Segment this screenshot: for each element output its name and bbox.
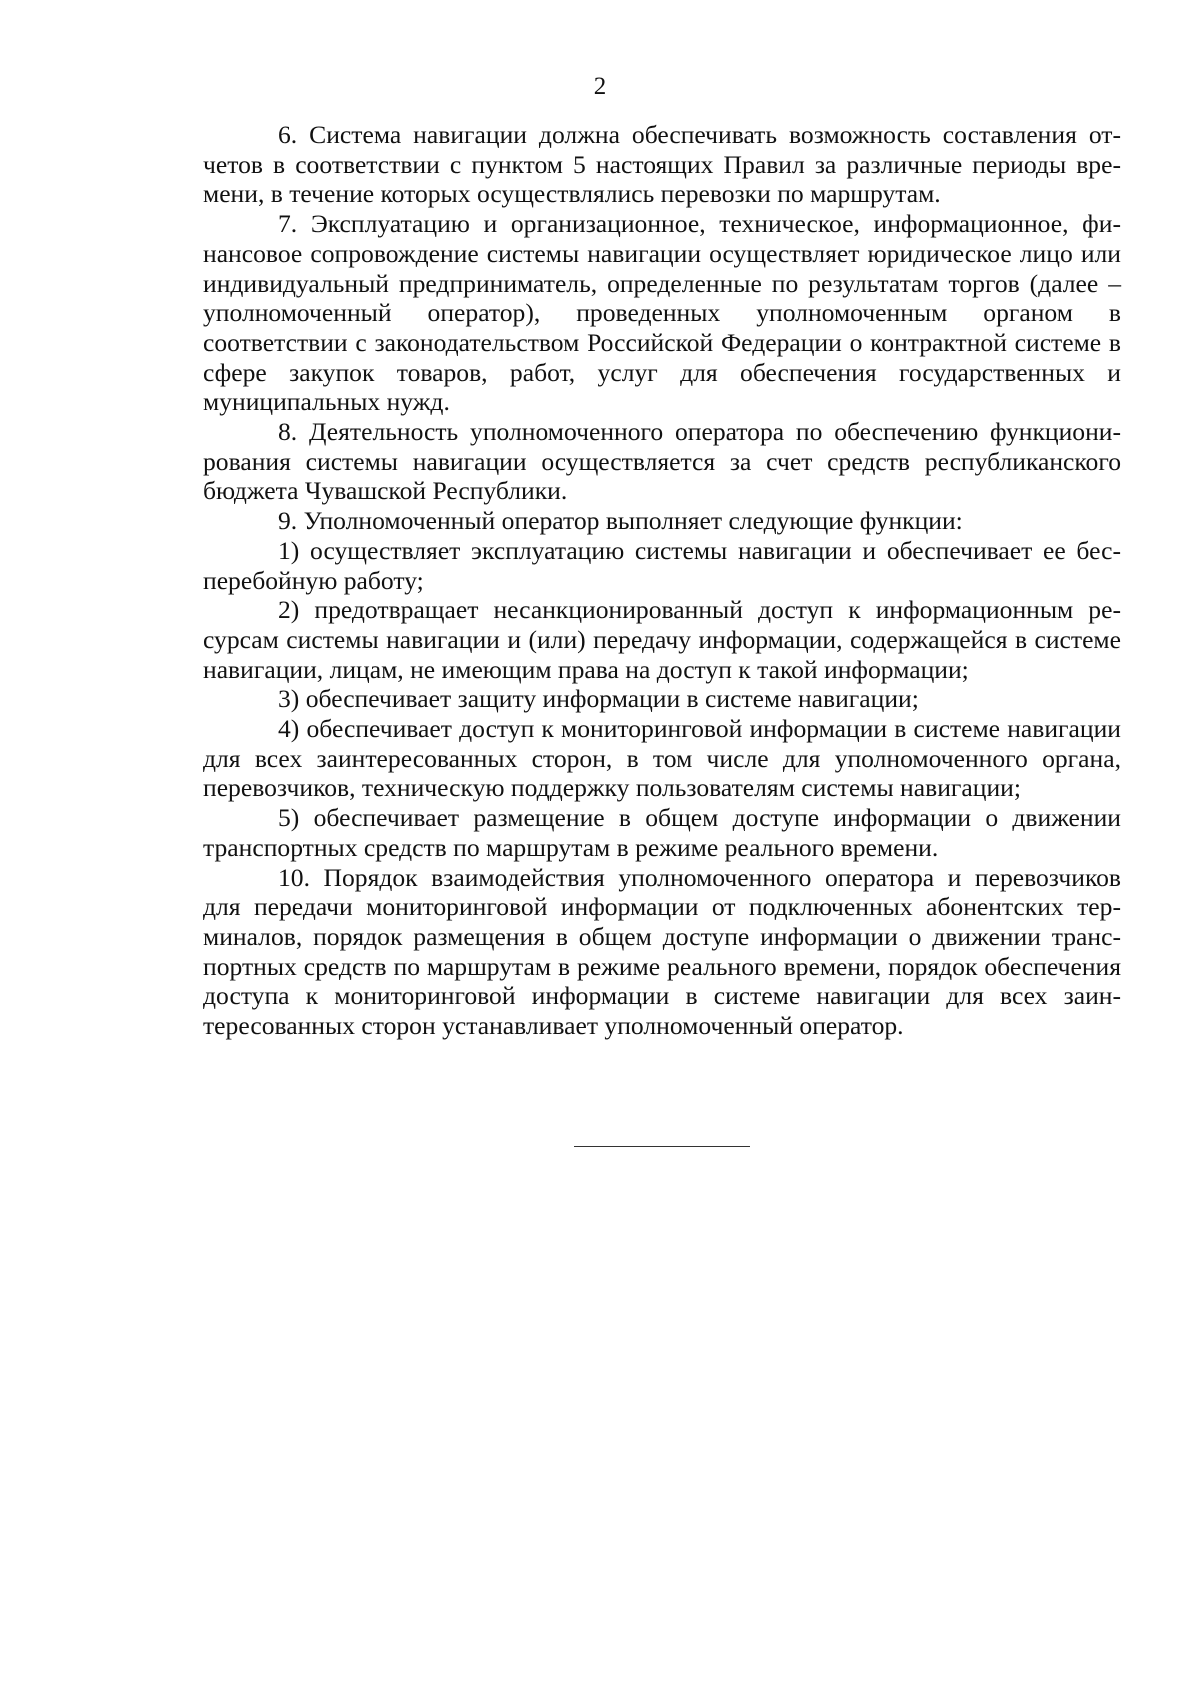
paragraph-10: 10. Порядок взаимодействия уполномоченного оператора и перевозчиков для передачи мониторинговой информации от подключенных абонентских терминалов, порядок размещения в общем доступе информации о движении транспортных средств по маршрутам в режиме реального времени, порядок обеспечения доступа к мониторинговой информации в системе навигации для всех заинтересованных сторон устанавливает уполномоченный оператор. — [203, 862, 1121, 1041]
paragraph-9: 9. Уполномоченный оператор выполняет следующие функции: — [278, 506, 963, 536]
list-item-5: 5) обеспечивает размещение в общем доступе информации о движении транспортных средств по маршрутам в режиме реального времени. — [203, 803, 1121, 862]
paragraph-7: 7. Эксплуатацию и организационное, техническое, информационное, финансовое сопровождение системы навигации осуществляет юридическое лицо или индивидуальный предприниматель, определенные по результатам торгов (далее – уполномоченный оператор), проведенных уполномоченным органом в соответствии с законодательством Российской Федерации о контрактной системе в сфере закупок товаров, работ, услуг для обеспечения государственных и муниципальных нужд. — [203, 209, 1121, 417]
paragraph-6: 6. Система навигации должна обеспечивать возможность составления отчетов в соответствии с пунктом 5 настоящих Правил за различные периоды времени, в течение которых осуществлялись перевозки по маршрутам. — [203, 120, 1121, 209]
end-of-document-rule — [574, 1146, 750, 1147]
list-item-3: 3) обеспечивает защиту информации в системе навигации; — [278, 684, 919, 714]
paragraph-8: 8. Деятельность уполномоченного оператора по обеспечению функционирования системы навигации осуществляется за счет средств республиканского бюджета Чувашской Республики. — [203, 417, 1121, 506]
page-number: 2 — [593, 73, 607, 100]
list-item-4: 4) обеспечивает доступ к мониторинговой информации в системе навигации для всех заинтересованных сторон, в том числе для уполномоченного органа, перевозчиков, техническую поддержку пользователям системы навигации; — [203, 714, 1121, 803]
document-body — [203, 120, 1121, 1041]
list-item-2: 2) предотвращает несанкционированный доступ к информационным ресурсам системы навигации и (или) передачу информации, содержащейся в системе навигации, лицам, не имеющим права на доступ к такой информации; — [203, 595, 1121, 684]
list-item-1: 1) осуществляет эксплуатацию системы навигации и обеспечивает ее бесперебойную работу; — [203, 535, 1121, 595]
